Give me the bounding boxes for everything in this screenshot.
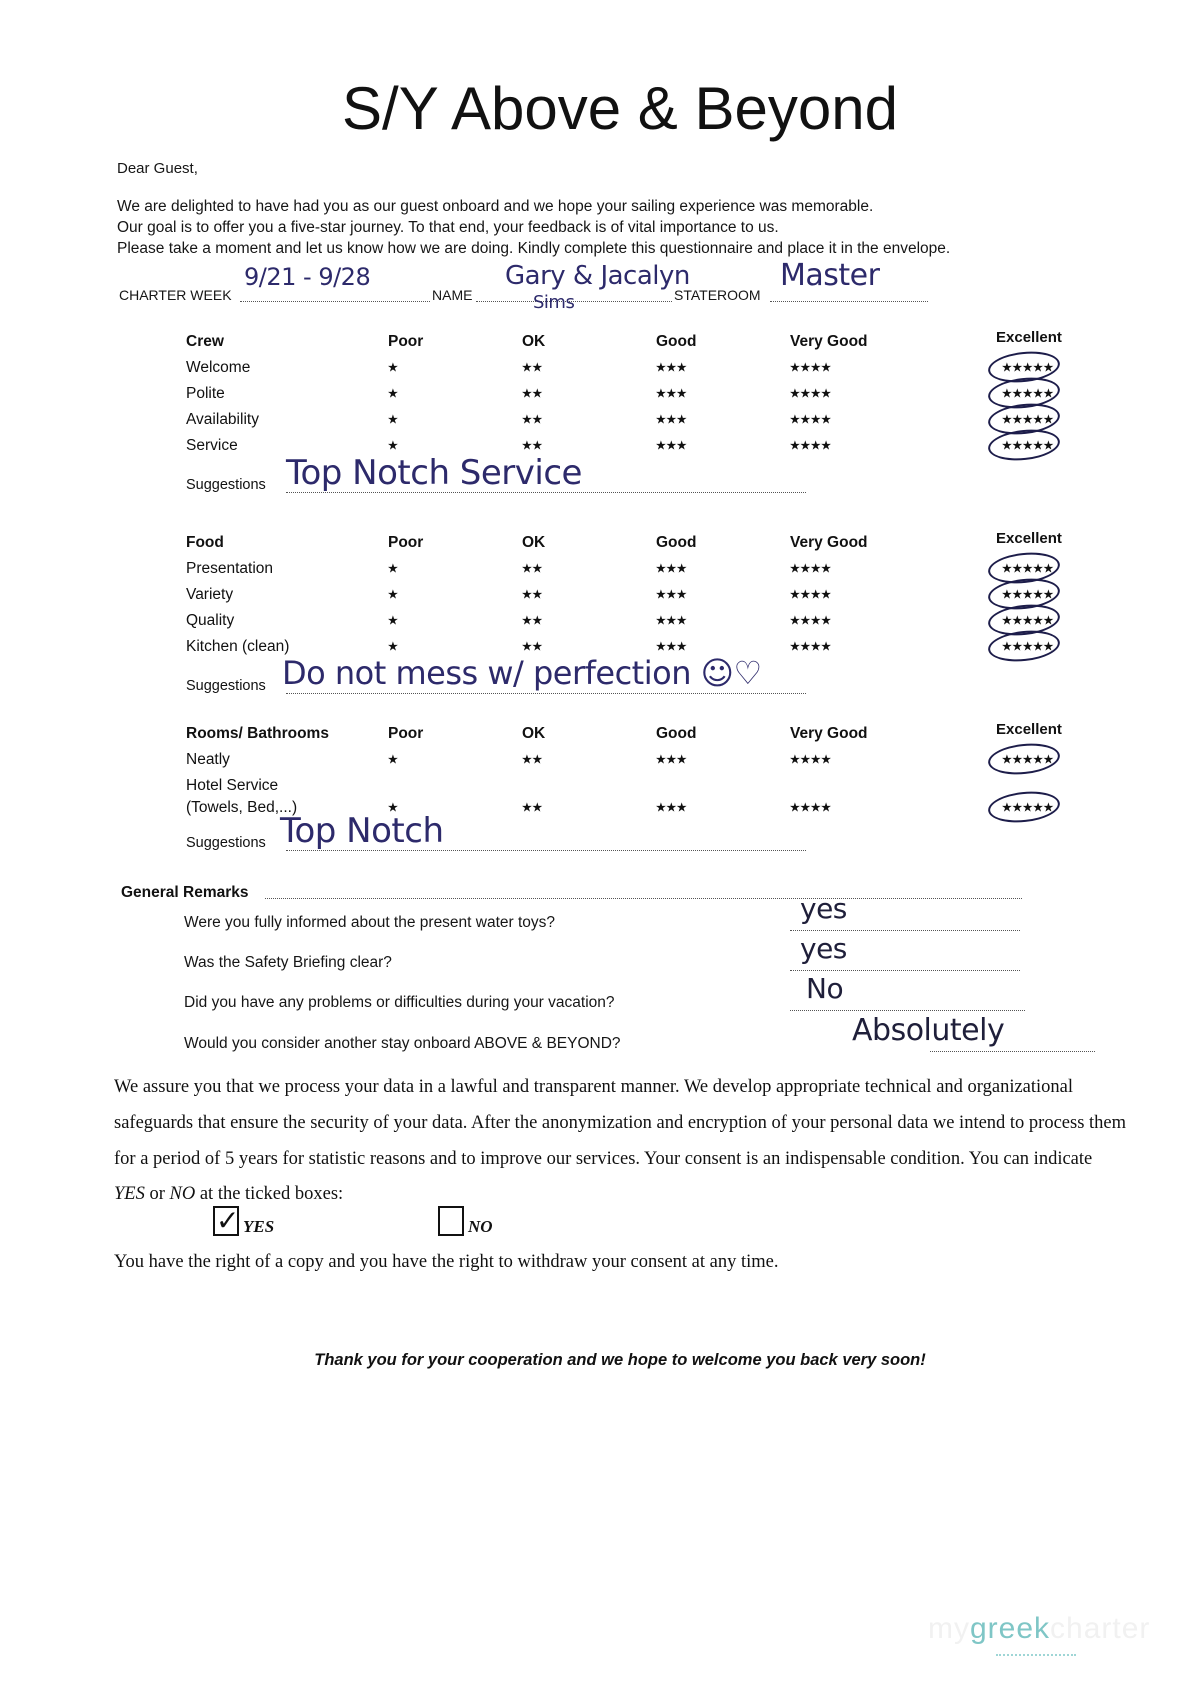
rating-option-5[interactable]: ★★★★★ <box>1002 440 1054 452</box>
consent-line-4 <box>114 1184 343 1205</box>
wave-icon <box>996 1648 1076 1656</box>
consent-yes-checkbox[interactable] <box>213 1206 239 1236</box>
suggestions-label: Suggestions <box>186 477 266 493</box>
intro-line-1: We are delighted to have had you as our guest onboard and we hope your sailing experience was memorable. <box>117 198 874 215</box>
rating-column-header: Very Good <box>790 534 868 551</box>
suggestions-label: Suggestions <box>186 678 266 694</box>
rating-option-5[interactable]: ★★★★★ <box>1002 754 1054 766</box>
rating-item-label: Availability <box>186 411 259 428</box>
question-text: Would you consider another stay onboard ABOVE & BEYOND? <box>184 1035 621 1052</box>
consent-no-word: NO <box>169 1184 196 1204</box>
watermark-logo <box>928 1612 1150 1646</box>
rating-column-header: Good <box>656 534 697 551</box>
suggestions-label: Suggestions <box>186 835 266 851</box>
rating-column-header: Good <box>656 333 697 350</box>
watermark-part-2: greek <box>970 1612 1051 1645</box>
rating-option-3[interactable]: ★★★ <box>656 362 688 374</box>
rating-option-1[interactable]: ★ <box>388 641 399 653</box>
consent-line-3: for a period of 5 years for statistic reasons and to improve our services. Your consent is an indispensable condition. You can indicate <box>114 1149 1093 1169</box>
consent-no-label: NO <box>468 1217 493 1236</box>
rating-option-3[interactable]: ★★★ <box>656 563 688 575</box>
stateroom-value[interactable]: Master <box>780 258 880 293</box>
rating-item-label: Hotel Service <box>186 777 279 794</box>
answer-value[interactable]: Absolutely <box>852 1013 1005 1048</box>
rating-option-2[interactable]: ★★ <box>522 641 543 653</box>
rating-option-2[interactable]: ★★ <box>522 440 543 452</box>
watermark-part-3: charter <box>1050 1612 1151 1645</box>
rating-option-4[interactable]: ★★★★ <box>790 589 832 601</box>
rating-option-1[interactable]: ★ <box>388 440 399 452</box>
rating-option-2[interactable]: ★★ <box>522 388 543 400</box>
rating-option-3[interactable]: ★★★ <box>656 802 688 814</box>
suggestions-value[interactable]: Top Notch Service <box>286 453 582 493</box>
rating-option-2[interactable]: ★★ <box>522 802 543 814</box>
rating-option-3[interactable]: ★★★ <box>656 414 688 426</box>
rating-option-5[interactable]: ★★★★★ <box>1002 362 1054 374</box>
rating-option-4[interactable]: ★★★★ <box>790 615 832 627</box>
rating-option-5[interactable]: ★★★★★ <box>1002 563 1054 575</box>
rating-column-header: Excellent <box>996 721 1062 738</box>
answer-line <box>930 1051 1095 1052</box>
rating-option-1[interactable]: ★ <box>388 563 399 575</box>
rating-option-3[interactable]: ★★★ <box>656 754 688 766</box>
stateroom-line <box>770 301 928 302</box>
rating-option-4[interactable]: ★★★★ <box>790 414 832 426</box>
selected-rating-circle <box>987 740 1062 777</box>
consent-or-word: or <box>144 1184 170 1204</box>
rights-line: You have the right of a copy and you have the right to withdraw your consent at any time. <box>114 1252 779 1272</box>
question-text: Was the Safety Briefing clear? <box>184 954 392 971</box>
rating-option-2[interactable]: ★★ <box>522 414 543 426</box>
rating-option-2[interactable]: ★★ <box>522 615 543 627</box>
greeting: Dear Guest, <box>117 160 198 177</box>
rating-option-2[interactable]: ★★ <box>522 589 543 601</box>
question-text: Were you fully informed about the present water toys? <box>184 914 556 931</box>
answer-value[interactable]: yes <box>800 892 847 925</box>
suggestions-value[interactable]: Top Notch <box>280 811 444 851</box>
answer-value[interactable]: yes <box>800 932 847 965</box>
selected-rating-circle <box>987 788 1062 825</box>
rating-option-4[interactable]: ★★★★ <box>790 754 832 766</box>
rating-option-3[interactable]: ★★★ <box>656 388 688 400</box>
section-heading: Crew <box>186 333 224 350</box>
rating-option-1[interactable]: ★ <box>388 414 399 426</box>
consent-yes-word: YES <box>114 1184 145 1204</box>
answer-line <box>790 1010 1025 1011</box>
rating-option-3[interactable]: ★★★ <box>656 440 688 452</box>
rating-option-1[interactable]: ★ <box>388 802 399 814</box>
page-title: S/Y Above & Beyond <box>342 75 898 142</box>
rating-option-4[interactable]: ★★★★ <box>790 388 832 400</box>
rating-option-3[interactable]: ★★★ <box>656 615 688 627</box>
rating-option-4[interactable]: ★★★★ <box>790 641 832 653</box>
rating-option-1[interactable]: ★ <box>388 589 399 601</box>
name-label: NAME <box>432 287 473 303</box>
consent-line-2: safeguards that ensure the security of your data. After the anonymization and encryption of your personal data we intend to process them <box>114 1113 1127 1133</box>
rating-option-5[interactable]: ★★★★★ <box>1002 641 1054 653</box>
checkmark-icon: ✓ <box>216 1204 240 1237</box>
rating-option-5[interactable]: ★★★★★ <box>1002 414 1054 426</box>
rating-item-label: Kitchen (clean) <box>186 638 290 655</box>
rating-option-1[interactable]: ★ <box>388 362 399 374</box>
intro-line-3: Please take a moment and let us know how we are doing. Kindly complete this questionnaire and place it in the envelope. <box>117 240 951 257</box>
rating-option-1[interactable]: ★ <box>388 615 399 627</box>
name-value-line-2: Sims <box>533 292 575 313</box>
rating-item-label: Welcome <box>186 359 251 376</box>
rating-option-5[interactable]: ★★★★★ <box>1002 802 1054 814</box>
rating-item-label: Presentation <box>186 560 274 577</box>
rating-option-2[interactable]: ★★ <box>522 362 543 374</box>
charter-week-value[interactable]: 9/21 - 9/28 <box>244 263 371 291</box>
rating-option-3[interactable]: ★★★ <box>656 589 688 601</box>
rating-item-label-2: (Towels, Bed,...) <box>186 799 298 816</box>
rating-column-header: Excellent <box>996 329 1062 346</box>
rating-column-header: OK <box>522 534 546 551</box>
rating-option-3[interactable]: ★★★ <box>656 641 688 653</box>
answer-line <box>790 930 1020 931</box>
general-remarks-line <box>265 898 1022 899</box>
charter-week-label: CHARTER WEEK <box>119 287 232 303</box>
rating-column-header: Excellent <box>996 530 1062 547</box>
rating-option-5[interactable]: ★★★★★ <box>1002 615 1054 627</box>
stateroom-label: STATEROOM <box>674 287 761 303</box>
rating-item-label: Variety <box>186 586 234 603</box>
rating-column-header: Poor <box>388 725 424 742</box>
consent-line-1: We assure you that we process your data in a lawful and transparent manner. We develop appropriate technical and organizational <box>114 1077 1074 1097</box>
intro-line-2: Our goal is to offer you a five-star journey. To that end, your feedback is of vital importance to us. <box>117 219 779 236</box>
general-remarks-heading: General Remarks <box>121 884 249 901</box>
rating-item-label: Polite <box>186 385 225 402</box>
rating-option-5[interactable]: ★★★★★ <box>1002 388 1054 400</box>
rating-column-header: Very Good <box>790 725 868 742</box>
suggestions-line <box>286 693 806 694</box>
closing-message: Thank you for your cooperation and we hope to welcome you back very soon! <box>314 1351 926 1369</box>
watermark-part-1: my <box>928 1612 970 1645</box>
answer-value[interactable]: No <box>806 972 844 1005</box>
consent-rest: at the ticked boxes: <box>195 1184 344 1204</box>
consent-yes-label: YES <box>243 1217 275 1236</box>
suggestions-value[interactable]: Do not mess w/ perfection ☺♡ <box>282 654 762 692</box>
rating-option-5[interactable]: ★★★★★ <box>1002 589 1054 601</box>
rating-option-1[interactable]: ★ <box>388 754 399 766</box>
consent-no-checkbox[interactable] <box>438 1206 464 1236</box>
section-heading: Food <box>186 534 224 551</box>
rating-option-2[interactable]: ★★ <box>522 563 543 575</box>
rating-option-4[interactable]: ★★★★ <box>790 802 832 814</box>
rating-option-2[interactable]: ★★ <box>522 754 543 766</box>
answer-line <box>790 970 1020 971</box>
rating-column-header: Very Good <box>790 333 868 350</box>
question-text: Did you have any problems or difficulties during your vacation? <box>184 994 615 1011</box>
charter-week-line <box>240 301 430 302</box>
rating-column-header: OK <box>522 725 546 742</box>
rating-option-1[interactable]: ★ <box>388 388 399 400</box>
rating-option-4[interactable]: ★★★★ <box>790 362 832 374</box>
rating-column-header: Poor <box>388 333 424 350</box>
section-heading: Rooms/ Bathrooms <box>186 725 329 742</box>
rating-column-header: OK <box>522 333 546 350</box>
rating-item-label: Service <box>186 437 238 454</box>
rating-item-label: Neatly <box>186 751 230 768</box>
rating-column-header: Poor <box>388 534 424 551</box>
rating-option-4[interactable]: ★★★★ <box>790 440 832 452</box>
rating-column-header: Good <box>656 725 697 742</box>
name-value[interactable]: Gary & Jacalyn <box>505 261 690 291</box>
rating-option-4[interactable]: ★★★★ <box>790 563 832 575</box>
rating-item-label: Quality <box>186 612 235 629</box>
